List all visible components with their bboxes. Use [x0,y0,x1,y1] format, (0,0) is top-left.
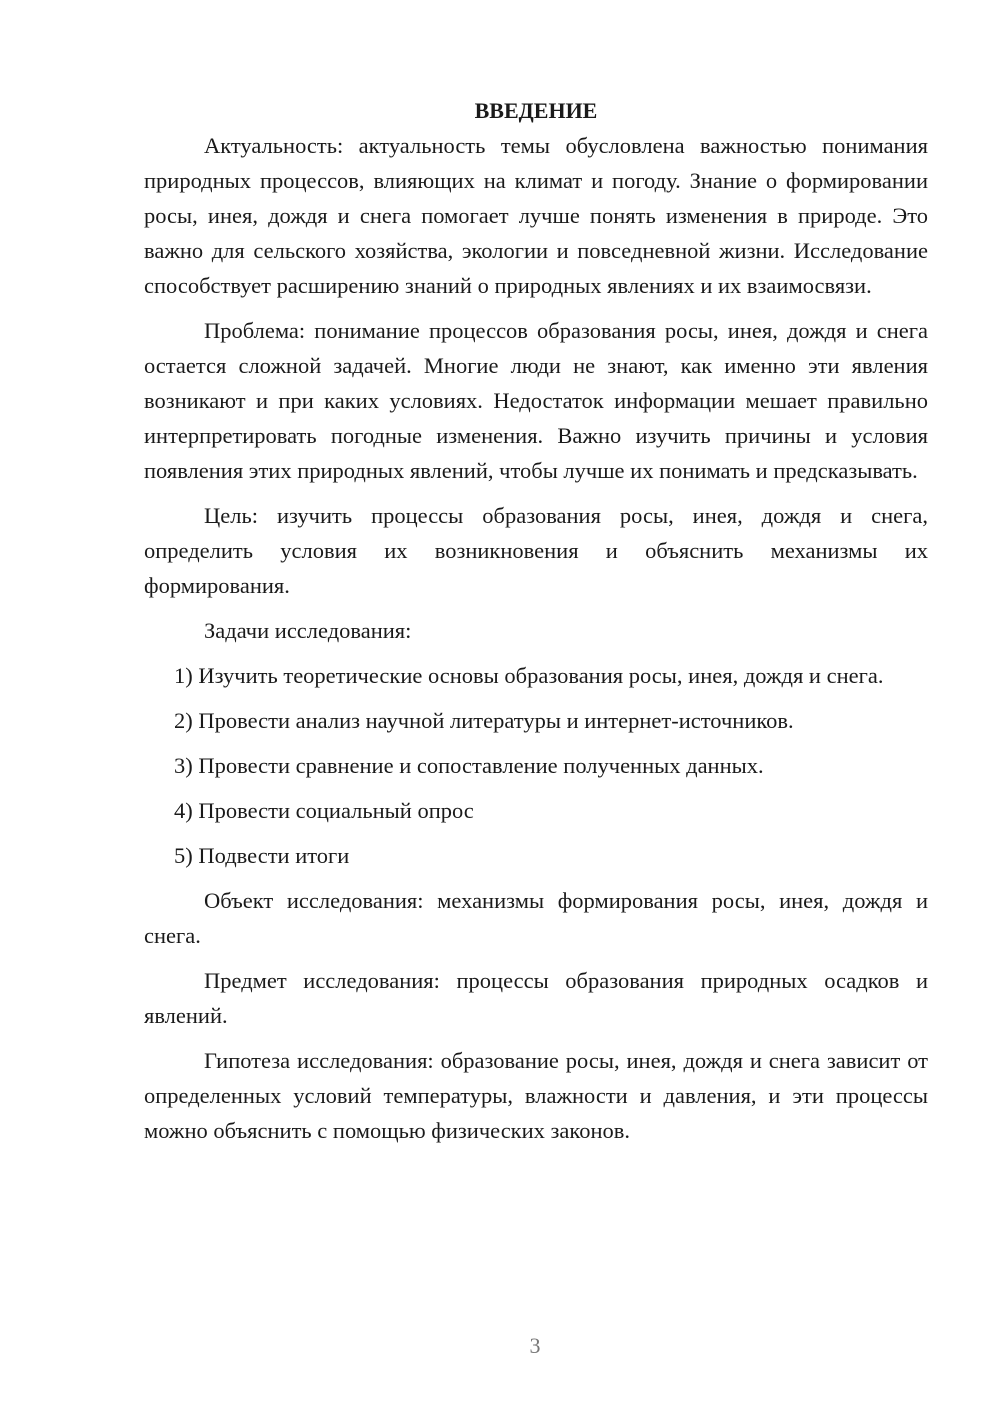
goal-paragraph: Цель: изучить процессы образования росы, инея, дождя и снега, определить условия их возникновения и объяснить механизмы их формирования. [144,503,928,598]
list-item: 1) Изучить теоретические основы образования росы, инея, дождя и снега. [174,663,884,688]
list-item: 5) Подвести итоги [174,843,350,868]
object-paragraph: Объект исследования: механизмы формирования росы, инея, дождя и снега. [144,888,928,948]
list-item: 2) Провести анализ научной литературы и интернет-источников. [174,708,794,733]
page-title: ВВЕДЕНИЕ [474,98,598,123]
document-page [144,94,928,1158]
hypothesis-paragraph: Гипотеза исследования: образование росы, инея, дождя и снега зависит от определенных условий температуры, влажности и давления, и эти процессы можно объяснить с помощью физических законов. [144,1048,928,1143]
list-item: 4) Провести социальный опрос [174,798,474,823]
page-number: 3 [529,1333,541,1358]
tasks-list [144,658,928,873]
problem-paragraph: Проблема: понимание процессов образования росы, инея, дождя и снега остается сложной задачей. Многие люди не знают, как именно эти явления возникают и при каких условиях. Недостаток информации мешает правильно интерпретировать погодные изменения. Важно изучить причины и условия появления этих природных явлений, чтобы лучше их понимать и предсказывать. [144,318,928,483]
subject-paragraph: Предмет исследования: процессы образования природных осадков и явлений. [144,968,928,1028]
tasks-heading: Задачи исследования: [204,618,412,643]
relevance-paragraph: Актуальность: актуальность темы обусловлена важностью понимания природных процессов, влияющих на климат и погоду. Знание о формировании росы, инея, дождя и снега помогает лучше понять изменения в природе. Это важно для сельского хозяйства, экологии и повседневной жизни. Исследование способствует расширению знаний о природных явлениях и их взаимосвязи. [144,133,928,298]
list-item: 3) Провести сравнение и сопоставление полученных данных. [174,753,764,778]
